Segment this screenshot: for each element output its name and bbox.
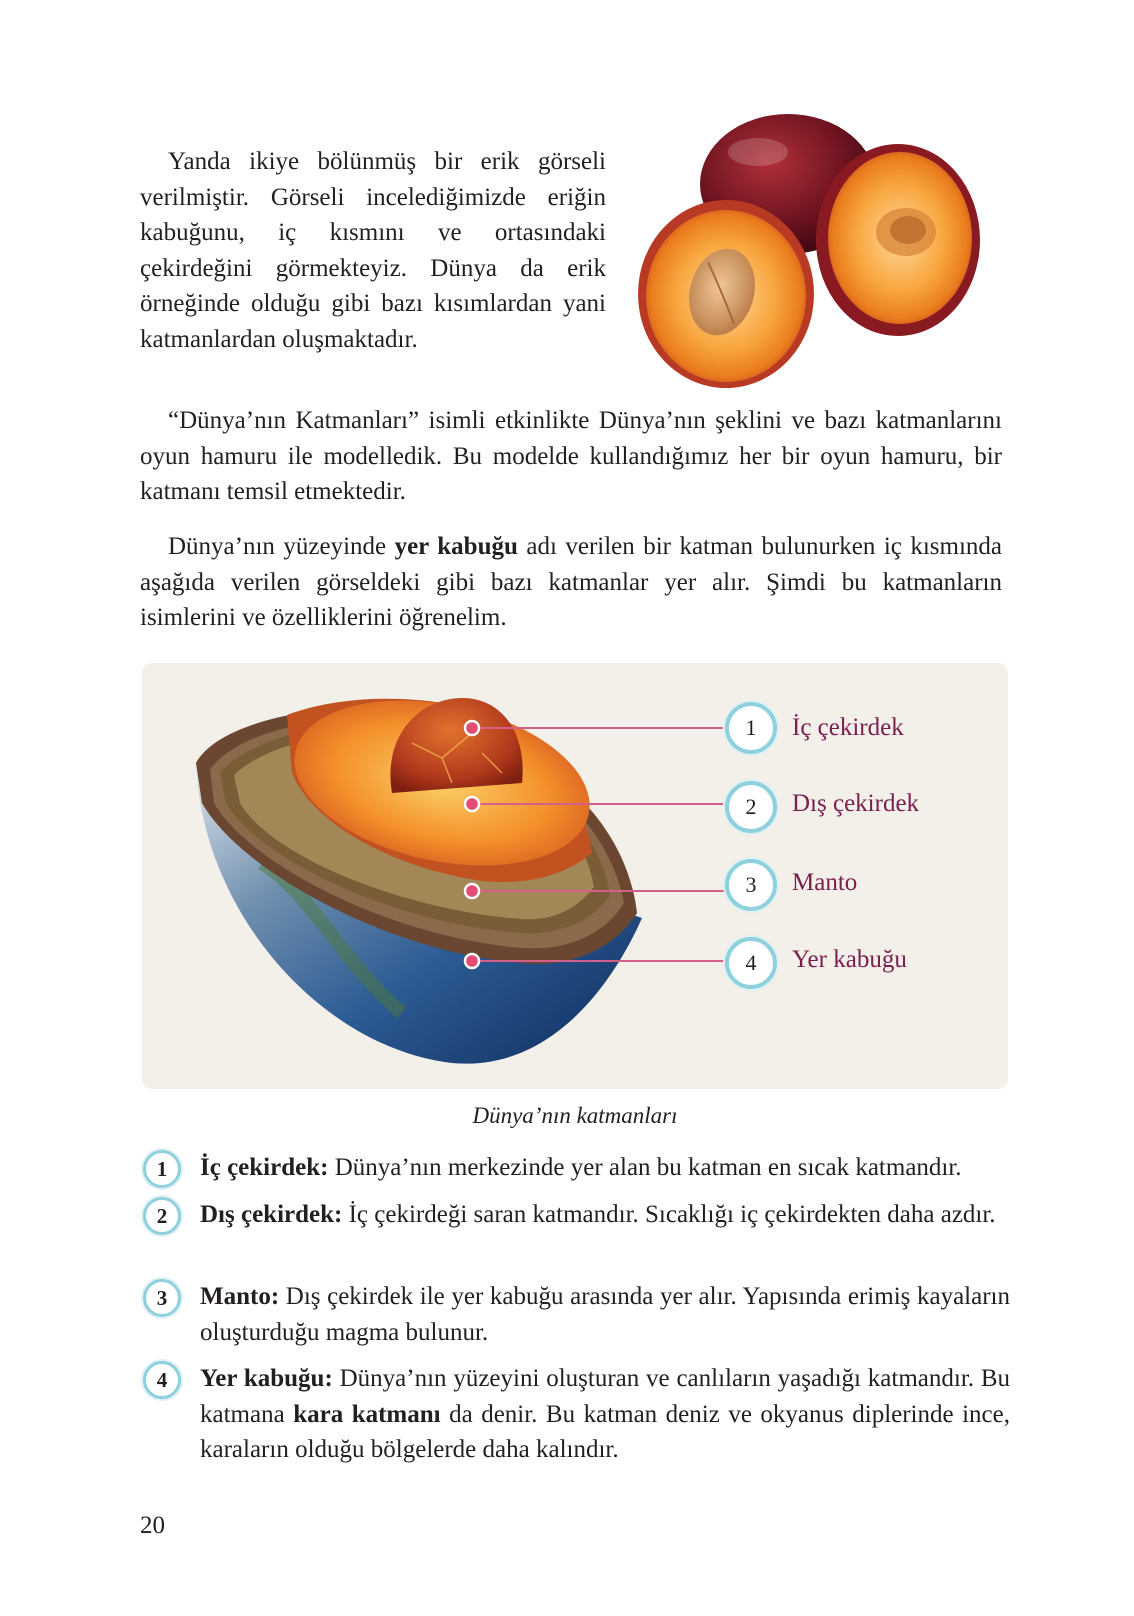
text-span: Dünya’nın yüzeyinde <box>168 533 395 560</box>
earth-layers-diagram <box>142 663 1008 1089</box>
definition-body: Dünya’nın yüzeyini oluşturan ve canlıların yaşadığı katmandır. Bu katmana <box>200 1365 1010 1428</box>
definition-body: Dış çekirdek ile yer kabuğu arasında yer alır. Yapısında erimiş kayaların oluşturduğu magma bulunur. <box>200 1283 1010 1346</box>
definition-text <box>200 1197 1010 1233</box>
layer-badge-3: 3 <box>725 859 777 911</box>
layers-intro-paragraph <box>140 529 1002 636</box>
page-number: 20 <box>140 1512 165 1539</box>
bold-term: yer kabuğu <box>394 533 518 560</box>
layer-label-crust: Yer kabuğu <box>792 946 907 973</box>
definition-term: İç çekirdek: <box>200 1154 329 1181</box>
definition-term: Dış çekirdek: <box>200 1201 343 1228</box>
plum-image <box>638 112 988 390</box>
definition-number: 4 <box>143 1361 181 1399</box>
layer-label-mantle: Manto <box>792 869 858 896</box>
definition-number: 2 <box>143 1197 181 1235</box>
layer-badge-4: 4 <box>725 937 777 989</box>
definition-body: da denir. Bu katman deniz ve okyanus diplerinde ince, karaların olduğu bölgelerde daha kalındır. <box>200 1400 1010 1463</box>
definition-term: Yer kabuğu: <box>200 1365 333 1392</box>
definition-text <box>200 1150 1010 1186</box>
figure-caption: Dünya’nın katmanları <box>472 1103 678 1128</box>
layer-badge-1: 1 <box>725 702 777 754</box>
layer-badge-2: 2 <box>725 781 777 833</box>
definition-body: İç çekirdeği saran katmandır. Sıcaklığı iç çekirdekten daha azdır. <box>342 1201 996 1228</box>
activity-paragraph: “Dünya’nın Katmanları” isimli etkinlikte Dünya’nın şeklini ve bazı katmanlarını oyun hamuru ile modelledik. Bu modelde kullandığımız her bir oyun hamuru, bir katmanı temsil etmektedir. <box>140 407 1002 505</box>
intro-paragraph: Yanda ikiye bölünmüş bir erik görseli verilmiştir. Görseli incelediğimizde eriğin kabuğunu, iç kısmını ve ortasındaki çekirdeğini görmekteyiz. Dünya da erik örneğinde olduğu gibi bazı kısımlardan yani katmanlardan oluşmaktadır. <box>140 148 606 353</box>
layer-label-inner-core: İç çekirdek <box>792 714 904 741</box>
definition-text <box>200 1361 1010 1468</box>
plum-half-left <box>638 200 814 388</box>
layer-label-outer-core: Dış çekirdek <box>792 790 920 817</box>
definition-number: 3 <box>143 1279 181 1317</box>
definition-body: Dünya’nın merkezinde yer alan bu katman en sıcak katmandır. <box>328 1154 962 1181</box>
definition-number: 1 <box>143 1150 181 1188</box>
bold-term: kara katmanı <box>293 1400 441 1428</box>
definition-text <box>200 1279 1010 1350</box>
definition-term: Manto: <box>200 1283 280 1310</box>
plum-half-right <box>816 144 980 336</box>
text-span: adı verilen bir katman bulunurken iç kısmında aşağıda verilen görseldeki gibi bazı katmanlar yer alır. Şimdi bu katmanların isimlerini ve özelliklerini öğrenelim. <box>140 533 1002 631</box>
